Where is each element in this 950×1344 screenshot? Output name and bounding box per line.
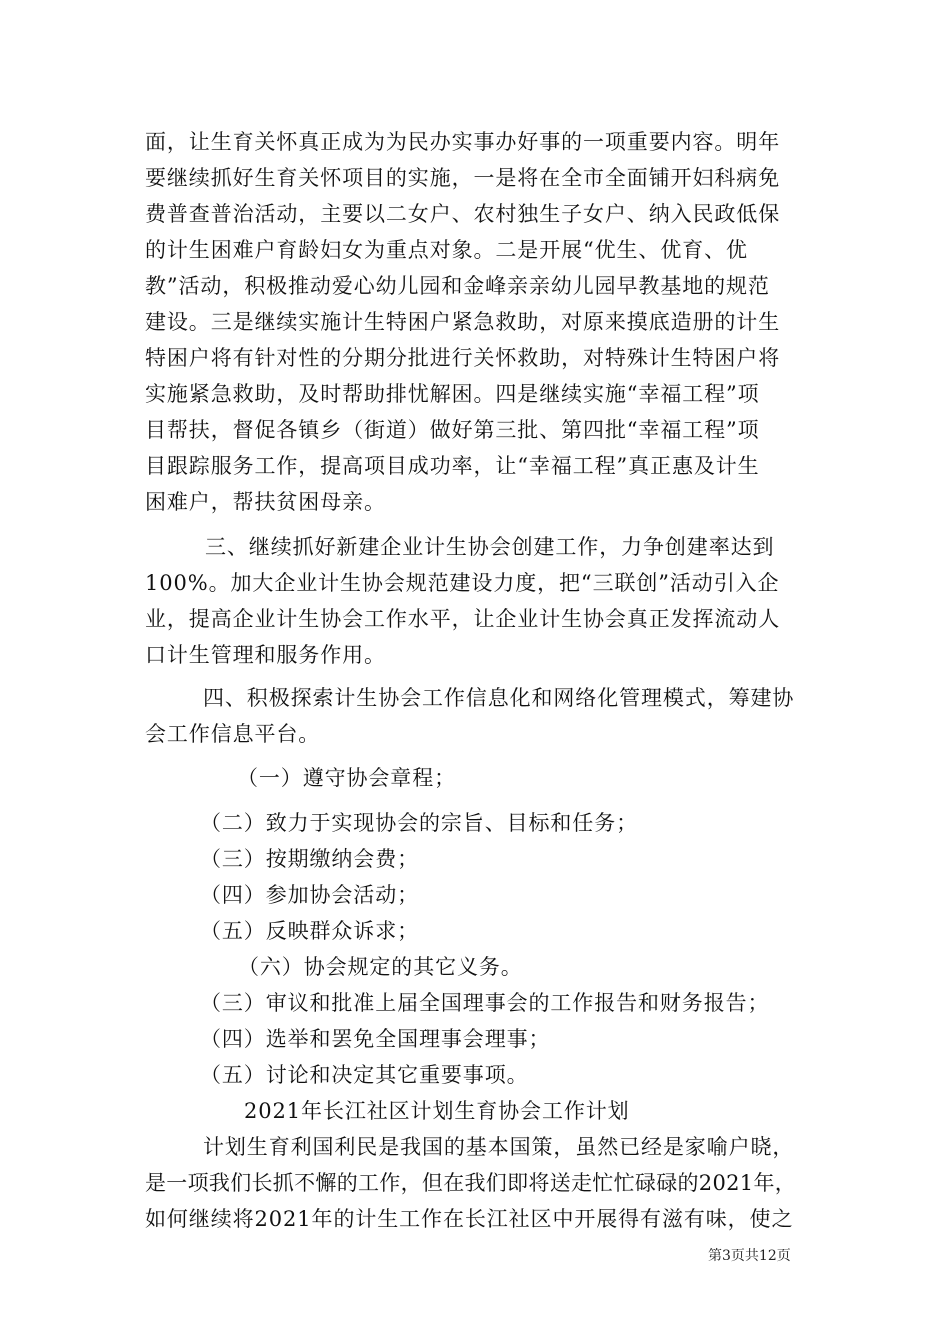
- list-item: （三）按期缴纳会费；: [200, 847, 419, 871]
- body-line: 要继续抓好生育关怀项目的实施，一是将在全市全面铺开妇科病免: [145, 166, 781, 190]
- body-line: 困难户，帮扶贫困母亲。: [145, 490, 386, 514]
- body-line: 建设。三是继续实施计生特困户紧急救助，对原来摸底造册的计生: [145, 310, 781, 334]
- body-line: 实施紧急救助，及时帮助排忧解困。四是继续实施“幸福工程”项: [145, 382, 760, 406]
- section-heading-four: 四、积极探索计生协会工作信息化和网络化管理模式，筹建协: [203, 686, 795, 710]
- document-title: 2021年长江社区计划生育协会工作计划: [244, 1099, 630, 1123]
- list-item: （四）选举和罢免全国理事会理事；: [200, 1027, 551, 1051]
- list-item: （三）审议和批准上届全国理事会的工作报告和财务报告；: [200, 991, 770, 1015]
- list-item: （四）参加协会活动；: [200, 883, 419, 907]
- body-line: 面，让生育关怀真正成为为民办实事办好事的一项重要内容。明年: [145, 130, 781, 154]
- list-item: （五）反映群众诉求；: [200, 919, 419, 943]
- body-line: 是一项我们长抓不懈的工作，但在我们即将送走忙忙碌碌的2021年，: [145, 1171, 797, 1195]
- section-heading-three: 三、继续抓好新建企业计生协会创建工作，力争创建率达到: [205, 535, 775, 559]
- body-line: 目帮扶，督促各镇乡（街道）做好第三批、第四批“幸福工程”项: [145, 418, 760, 442]
- list-item: （二）致力于实现协会的宗旨、目标和任务；: [200, 811, 638, 835]
- body-line: 业，提高企业计生协会工作水平，让企业计生协会真正发挥流动人: [145, 607, 781, 631]
- body-line: 如何继续将2021年的计生工作在长江社区中开展得有滋有味，使之: [145, 1207, 794, 1231]
- body-line: 口计生管理和服务作用。: [145, 643, 386, 667]
- list-item: （五）讨论和决定其它重要事项。: [200, 1063, 529, 1087]
- page-number: 第3页共12页: [708, 1248, 791, 1264]
- body-line: 100%。加大企业计生协会规范建设力度，把“三联创”活动引入企: [145, 571, 780, 595]
- body-line: 特困户将有针对性的分期分批进行关怀救助，对特殊计生特困户将: [145, 346, 781, 370]
- list-item: （六）协会规定的其它义务。: [238, 955, 523, 979]
- list-item: （一）遵守协会章程；: [237, 766, 456, 790]
- body-line: 会工作信息平台。: [145, 722, 321, 746]
- body-line: 的计生困难户育龄妇女为重点对象。二是开展“优生、优育、优: [145, 238, 748, 262]
- body-line: 费普查普治活动，主要以二女户、农村独生子女户、纳入民政低保: [145, 202, 781, 226]
- body-line: 计划生育利国利民是我国的基本国策，虽然已经是家喻户晓，: [203, 1135, 795, 1159]
- body-line: 教”活动，积极推动爱心幼儿园和金峰亲亲幼儿园早教基地的规范: [145, 274, 770, 298]
- body-line: 目跟踪服务工作，提高项目成功率，让“幸福工程”真正惠及计生: [145, 454, 760, 478]
